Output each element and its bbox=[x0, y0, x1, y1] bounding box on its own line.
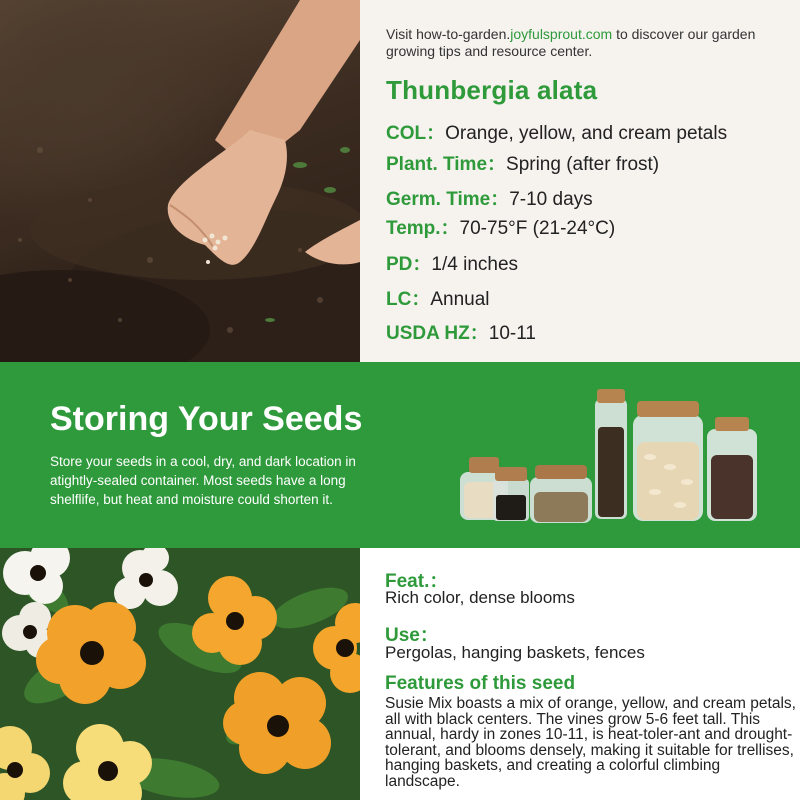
visit-website-text bbox=[386, 26, 786, 60]
jar-pumpkin-seeds bbox=[633, 401, 703, 521]
jar-black-seeds bbox=[493, 467, 529, 521]
jar-fine-seeds bbox=[530, 465, 592, 523]
spec-color bbox=[386, 118, 727, 145]
plant-name: Thunbergia alata bbox=[386, 75, 598, 105]
spec-label: Plant. Time： bbox=[386, 154, 507, 175]
storing-seeds-banner bbox=[0, 362, 800, 548]
spec-label: Temp.： bbox=[386, 218, 460, 239]
spec-value: Spring (after frost) bbox=[506, 154, 660, 175]
spec-value: Orange, yellow, and cream petals bbox=[445, 123, 728, 144]
flowers-photo bbox=[0, 548, 360, 800]
feat-value: Rich color, dense blooms bbox=[385, 588, 575, 607]
storing-seeds-title: Storing Your Seeds bbox=[50, 400, 363, 438]
use-value: Pergolas, hanging baskets, fences bbox=[385, 643, 645, 662]
spec-label: USDA HZ： bbox=[386, 323, 489, 344]
spec-value: Annual bbox=[430, 289, 490, 310]
spec-label: Germ. Time： bbox=[386, 189, 510, 210]
soil-hand-photo bbox=[0, 0, 360, 362]
use-label: Use： bbox=[385, 625, 439, 646]
seed-details-panel bbox=[360, 548, 800, 800]
spec-label: PD： bbox=[386, 254, 432, 275]
spec-planting-depth bbox=[386, 249, 518, 276]
bottom-section bbox=[0, 548, 800, 800]
top-section bbox=[0, 0, 800, 362]
spec-value: 70-75°F (21-24°C) bbox=[459, 218, 616, 239]
spec-label: LC： bbox=[386, 289, 431, 310]
feat-label: Feat.： bbox=[385, 571, 449, 592]
spec-value: 7-10 days bbox=[509, 189, 593, 210]
features-description: Susie Mix boasts a mix of orange, yellow, and cream petals, all with black centers. The vines grow 5-6 feet tall. This annual, hardy in zones 10-11, is heat-toler-ant and drought-tolerant, and blooms densely, making it suitable for trellises, hanging baskets, and creating a colorful climbing landscape. bbox=[385, 695, 796, 790]
spec-label: COL： bbox=[386, 123, 446, 144]
spec-temperature bbox=[386, 213, 615, 240]
website-link[interactable]: joyfulsprout.com bbox=[510, 26, 613, 42]
jar-tall-tube bbox=[595, 389, 627, 519]
soil-hand-illustration bbox=[0, 0, 360, 362]
visit-suffix: to discover our garden growing tips and resource center. bbox=[386, 26, 756, 59]
spec-life-cycle bbox=[386, 284, 490, 311]
plant-info-panel bbox=[360, 0, 800, 362]
jar-dark-seeds bbox=[707, 417, 757, 521]
features-title: Features of this seed bbox=[385, 673, 576, 694]
spec-germination-time bbox=[386, 184, 593, 211]
visit-prefix: Visit how-to-garden. bbox=[386, 26, 511, 42]
black-eyed-susan-flowers-illustration bbox=[0, 548, 360, 800]
storing-seeds-text: Store your seeds in a cool, dry, and dark location in atightly-sealed container. Most seeds have a long shelflife, but heat and moisture could shorten it. bbox=[50, 454, 356, 507]
spec-value: 1/4 inches bbox=[431, 254, 519, 275]
spec-usda-zone bbox=[386, 318, 536, 345]
seed-jars-image bbox=[455, 387, 765, 527]
spec-planting-time bbox=[386, 149, 659, 176]
spec-value: 10-11 bbox=[488, 323, 536, 344]
